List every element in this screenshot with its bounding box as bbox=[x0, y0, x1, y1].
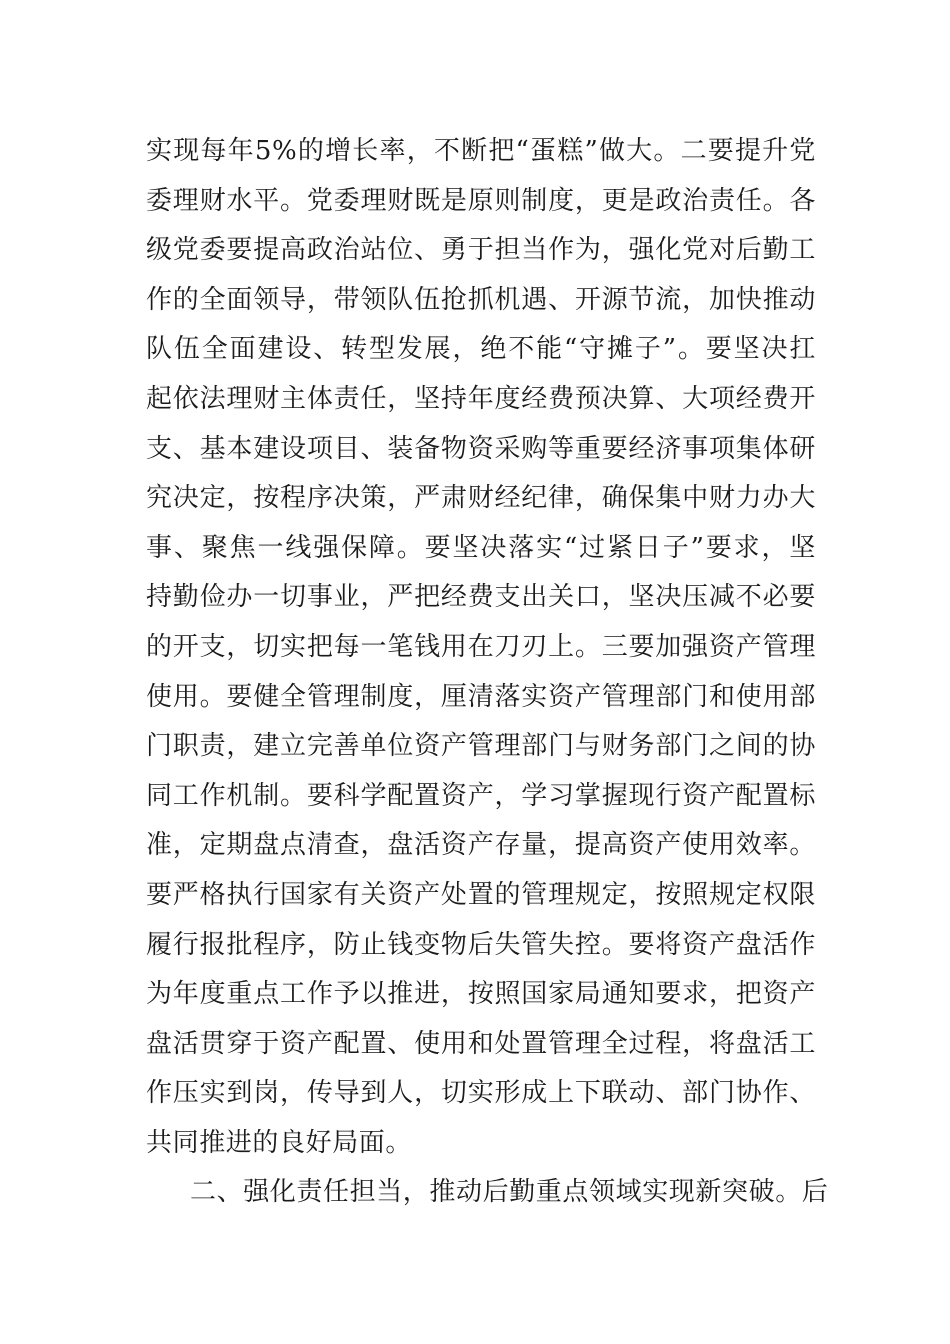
text-line: 级党委要提高政治站位、勇于担当作为，强化党对后勤工 bbox=[146, 235, 816, 266]
paragraph-end-line: 共同推进的良好局面。 bbox=[146, 1127, 413, 1158]
text-line: 队伍全面建设、转型发展，绝不能“守摊子”。要坚决扛 bbox=[146, 334, 816, 365]
text-line: 起依法理财主体责任，坚持年度经费预决算、大项经费开 bbox=[146, 383, 816, 414]
text-line: 履行报批程序，防止钱变物后失管失控。要将资产盘活作 bbox=[146, 929, 816, 960]
text-line: 持勤俭办一切事业，严把经费支出关口，坚决压减不必要 bbox=[146, 582, 816, 613]
text-line: 事、聚焦一线强保障。要坚决落实“过紧日子”要求，坚 bbox=[146, 532, 816, 563]
text-line: 委理财水平。党委理财既是原则制度，更是政治责任。各 bbox=[146, 185, 816, 216]
text-line: 为年度重点工作予以推进，按照国家局通知要求，把资产 bbox=[146, 979, 816, 1010]
text-line: 实现每年5%的增长率，不断把“蛋糕”做大。二要提升党 bbox=[146, 136, 816, 166]
text-line: 同工作机制。要科学配置资产，学习掌握现行资产配置标 bbox=[146, 780, 816, 811]
body-text bbox=[146, 127, 829, 1218]
text-line: 使用。要健全管理制度，厘清落实资产管理部门和使用部 bbox=[146, 681, 816, 712]
text-line: 门职责，建立完善单位资产管理部门与财务部门之间的协 bbox=[146, 731, 816, 762]
section-heading-line: 二、强化责任担当，推动后勤重点领域实现新突破。后 bbox=[190, 1177, 829, 1208]
text-line: 作压实到岗，传导到人，切实形成上下联动、部门协作、 bbox=[146, 1078, 816, 1109]
text-line: 准，定期盘点清查，盘活资产存量，提高资产使用效率。 bbox=[146, 830, 816, 861]
text-line: 究决定，按程序决策，严肃财经纪律，确保集中财力办大 bbox=[146, 483, 816, 514]
text-line: 支、基本建设项目、装备物资采购等重要经济事项集体研 bbox=[146, 433, 816, 464]
text-line: 作的全面领导，带领队伍抢抓机遇、开源节流，加快推动 bbox=[146, 284, 816, 315]
text-line: 盘活贯穿于资产配置、使用和处置管理全过程，将盘活工 bbox=[146, 1028, 816, 1059]
text-line: 要严格执行国家有关资产处置的管理规定，按照规定权限 bbox=[146, 879, 816, 910]
text-line: 的开支，切实把每一笔钱用在刀刃上。三要加强资产管理 bbox=[146, 631, 816, 662]
